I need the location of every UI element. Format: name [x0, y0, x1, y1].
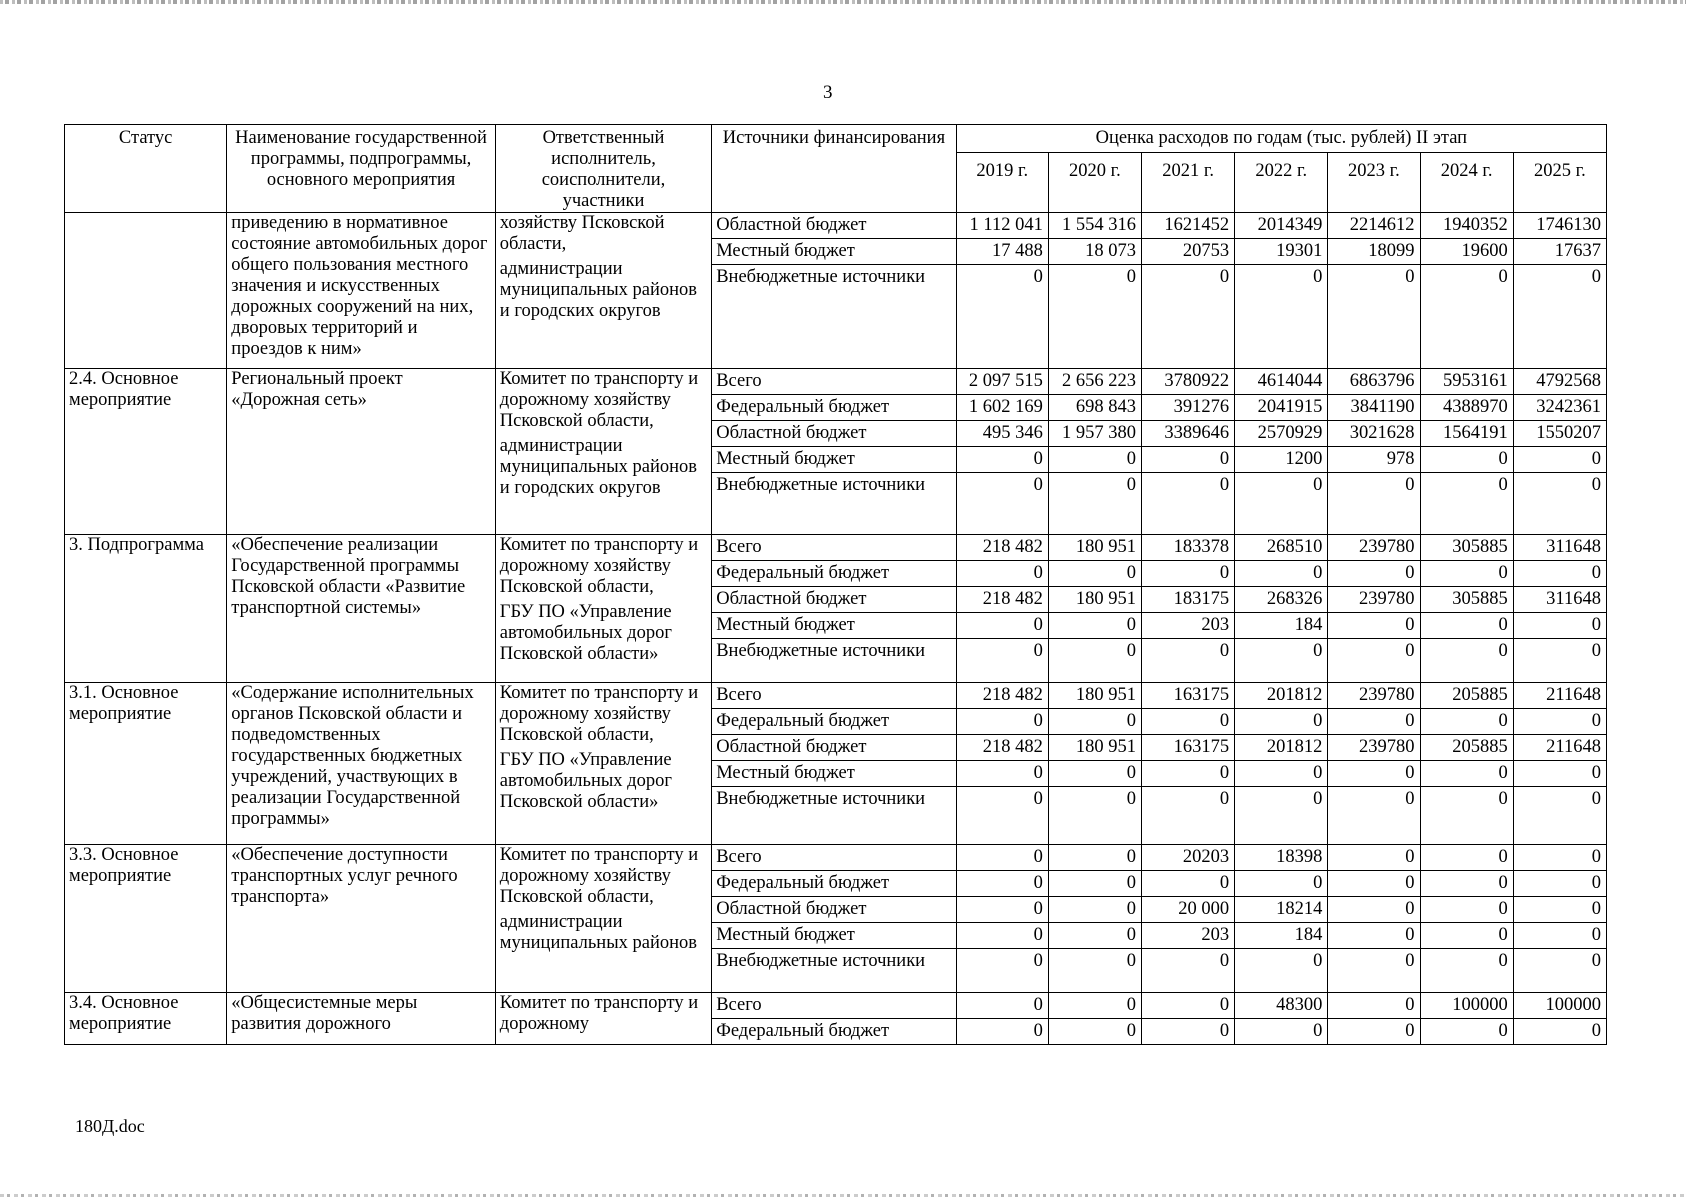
amount-cell: 18398	[1235, 845, 1328, 871]
responsible-cell	[495, 993, 711, 1045]
amount-cell: 17 488	[956, 239, 1048, 265]
amount-cell: 0	[1328, 923, 1420, 949]
amount-cell: 0	[1420, 761, 1513, 787]
amount-cell: 0	[956, 845, 1048, 871]
amount-cell: 18 073	[1048, 239, 1141, 265]
amount-cell: 1 554 316	[1048, 213, 1141, 239]
amount-cell: 211648	[1513, 683, 1606, 709]
amount-cell: 180 951	[1048, 587, 1141, 613]
header-year: 2023 г.	[1328, 153, 1420, 213]
responsible-cell	[495, 535, 711, 683]
amount-cell: 2570929	[1235, 421, 1328, 447]
amount-cell: 203	[1142, 613, 1235, 639]
amount-cell: 19600	[1420, 239, 1513, 265]
funding-source-cell: Местный бюджет	[712, 761, 956, 787]
amount-cell: 0	[1048, 761, 1141, 787]
amount-cell: 0	[1142, 473, 1235, 535]
footer-filename: 180Д.doc	[75, 1116, 145, 1136]
funding-source-cell: Областной бюджет	[712, 897, 956, 923]
amount-cell: 0	[1235, 639, 1328, 683]
funding-source-cell: Областной бюджет	[712, 421, 956, 447]
funding-source-cell: Федеральный бюджет	[712, 1019, 956, 1045]
amount-cell: 4614044	[1235, 369, 1328, 395]
amount-cell: 0	[1328, 639, 1420, 683]
header-name: Наименование государственной программы, подпрограммы, основного мероприятия	[227, 125, 496, 213]
amount-cell: 0	[1235, 787, 1328, 845]
funding-source-cell: Всего	[712, 369, 956, 395]
amount-cell: 0	[1328, 949, 1420, 993]
amount-cell: 495 346	[956, 421, 1048, 447]
header-year: 2019 г.	[956, 153, 1048, 213]
amount-cell: 0	[956, 613, 1048, 639]
amount-cell: 3021628	[1328, 421, 1420, 447]
header-year: 2021 г.	[1142, 153, 1235, 213]
responsible-primary: Комитет по транспорту и дорожному хозяйству Псковской области,	[499, 535, 699, 597]
amount-cell: 305885	[1420, 535, 1513, 561]
amount-cell: 2 097 515	[956, 369, 1048, 395]
amount-cell: 0	[1235, 709, 1328, 735]
amount-cell: 0	[1048, 787, 1141, 845]
amount-cell: 0	[1420, 709, 1513, 735]
amount-cell: 48300	[1235, 993, 1328, 1019]
amount-cell: 0	[956, 787, 1048, 845]
amount-cell: 183175	[1142, 587, 1235, 613]
amount-cell: 0	[1048, 709, 1141, 735]
amount-cell: 0	[1048, 845, 1141, 871]
amount-cell: 4792568	[1513, 369, 1606, 395]
amount-cell: 311648	[1513, 587, 1606, 613]
amount-cell: 0	[1142, 871, 1235, 897]
amount-cell: 20 000	[1142, 897, 1235, 923]
amount-cell: 20753	[1142, 239, 1235, 265]
amount-cell: 0	[1142, 761, 1235, 787]
amount-cell: 0	[1513, 709, 1606, 735]
program-name-cell: «Обеспечение доступности транспортных услуг речного транспорта»	[227, 845, 496, 993]
amount-cell: 2214612	[1328, 213, 1420, 239]
amount-cell: 0	[1235, 871, 1328, 897]
amount-cell: 218 482	[956, 683, 1048, 709]
amount-cell: 201812	[1235, 735, 1328, 761]
table-row	[65, 683, 1607, 709]
amount-cell: 0	[1328, 473, 1420, 535]
amount-cell: 0	[1048, 473, 1141, 535]
amount-cell: 0	[1420, 871, 1513, 897]
amount-cell: 0	[1420, 923, 1513, 949]
amount-cell: 0	[1420, 613, 1513, 639]
funding-source-cell: Федеральный бюджет	[712, 709, 956, 735]
amount-cell: 0	[1513, 447, 1606, 473]
amount-cell: 0	[956, 871, 1048, 897]
amount-cell: 0	[1142, 787, 1235, 845]
amount-cell: 0	[1048, 265, 1141, 369]
table-row	[65, 993, 1607, 1019]
amount-cell: 205885	[1420, 735, 1513, 761]
amount-cell: 0	[1048, 639, 1141, 683]
amount-cell: 0	[1048, 923, 1141, 949]
amount-cell: 0	[1328, 613, 1420, 639]
amount-cell: 2 656 223	[1048, 369, 1141, 395]
program-name-cell: Региональный проект «Дорожная сеть»	[227, 369, 496, 535]
amount-cell: 0	[1420, 639, 1513, 683]
amount-cell: 978	[1328, 447, 1420, 473]
amount-cell: 0	[1513, 613, 1606, 639]
amount-cell: 0	[1513, 639, 1606, 683]
page-number: 3	[823, 82, 833, 103]
amount-cell: 0	[1235, 1019, 1328, 1045]
amount-cell: 239780	[1328, 535, 1420, 561]
amount-cell: 203	[1142, 923, 1235, 949]
amount-cell: 0	[1235, 949, 1328, 993]
amount-cell: 0	[956, 447, 1048, 473]
amount-cell: 0	[1142, 1019, 1235, 1045]
amount-cell: 391276	[1142, 395, 1235, 421]
amount-cell: 239780	[1328, 735, 1420, 761]
funding-source-cell: Всего	[712, 683, 956, 709]
amount-cell: 0	[1142, 447, 1235, 473]
amount-cell: 218 482	[956, 735, 1048, 761]
funding-source-cell: Федеральный бюджет	[712, 871, 956, 897]
funding-source-cell: Всего	[712, 845, 956, 871]
amount-cell: 0	[1513, 845, 1606, 871]
table-row	[65, 535, 1607, 561]
amount-cell: 0	[1420, 845, 1513, 871]
program-name-cell: «Обеспечение реализации Государственной программы Псковской области «Развитие транспортной системы»	[227, 535, 496, 683]
header-estimate: Оценка расходов по годам (тыс. рублей) II этап	[956, 125, 1606, 153]
funding-source-cell: Всего	[712, 993, 956, 1019]
amount-cell: 0	[1328, 993, 1420, 1019]
amount-cell: 0	[1328, 897, 1420, 923]
amount-cell: 0	[1420, 1019, 1513, 1045]
amount-cell: 0	[1513, 1019, 1606, 1045]
amount-cell: 180 951	[1048, 535, 1141, 561]
responsible-primary: Комитет по транспорту и дорожному хозяйству Псковской области,	[499, 683, 699, 745]
amount-cell: 218 482	[956, 535, 1048, 561]
amount-cell: 0	[1328, 787, 1420, 845]
amount-cell: 268510	[1235, 535, 1328, 561]
amount-cell: 201812	[1235, 683, 1328, 709]
amount-cell: 0	[956, 761, 1048, 787]
responsible-cell	[495, 369, 711, 535]
amount-cell: 0	[1142, 993, 1235, 1019]
header-year: 2020 г.	[1048, 153, 1141, 213]
amount-cell: 0	[956, 949, 1048, 993]
header-year: 2025 г.	[1513, 153, 1606, 213]
amount-cell: 1 112 041	[956, 213, 1048, 239]
header-year: 2022 г.	[1235, 153, 1328, 213]
amount-cell: 20203	[1142, 845, 1235, 871]
amount-cell: 0	[1048, 949, 1141, 993]
amount-cell: 0	[1420, 949, 1513, 993]
amount-cell: 0	[1420, 561, 1513, 587]
amount-cell: 0	[1048, 447, 1141, 473]
table-row	[65, 845, 1607, 871]
amount-cell: 0	[956, 897, 1048, 923]
responsible-cell	[495, 845, 711, 993]
funding-source-cell: Внебюджетные источники	[712, 265, 956, 369]
status-cell: 3.4. Основное мероприятие	[65, 993, 227, 1045]
amount-cell: 0	[1420, 897, 1513, 923]
amount-cell: 0	[1513, 897, 1606, 923]
amount-cell: 2041915	[1235, 395, 1328, 421]
amount-cell: 6863796	[1328, 369, 1420, 395]
amount-cell: 1200	[1235, 447, 1328, 473]
amount-cell: 239780	[1328, 587, 1420, 613]
amount-cell: 17637	[1513, 239, 1606, 265]
amount-cell: 0	[1513, 761, 1606, 787]
amount-cell: 0	[1328, 845, 1420, 871]
amount-cell: 1 957 380	[1048, 421, 1141, 447]
amount-cell: 0	[1048, 897, 1141, 923]
amount-cell: 0	[1328, 561, 1420, 587]
responsible-primary: Комитет по транспорту и дорожному	[499, 993, 699, 1034]
program-name-cell: «Содержание исполнительных органов Псковской области и подведомственных государственных бюджетных учреждений, участвующих в реализации Государственной программы»	[227, 683, 496, 845]
amount-cell: 184	[1235, 613, 1328, 639]
amount-cell: 0	[1513, 923, 1606, 949]
status-cell: 3. Подпрограмма	[65, 535, 227, 683]
amount-cell: 18214	[1235, 897, 1328, 923]
amount-cell: 3389646	[1142, 421, 1235, 447]
responsible-cell	[495, 213, 711, 369]
header-responsible: Ответственный исполнитель, соисполнители, участники	[495, 125, 711, 213]
amount-cell: 0	[956, 561, 1048, 587]
status-cell	[65, 213, 227, 369]
amount-cell: 184	[1235, 923, 1328, 949]
program-name-cell: «Общесистемные меры развития дорожного	[227, 993, 496, 1045]
amount-cell: 19301	[1235, 239, 1328, 265]
amount-cell: 18099	[1328, 239, 1420, 265]
amount-cell: 1550207	[1513, 421, 1606, 447]
amount-cell: 0	[1328, 1019, 1420, 1045]
amount-cell: 0	[1142, 949, 1235, 993]
amount-cell: 0	[1513, 265, 1606, 369]
amount-cell: 183378	[1142, 535, 1235, 561]
amount-cell: 0	[1235, 265, 1328, 369]
responsible-participants: ГБУ ПО «Управление автомобильных дорог Псковской области»	[499, 750, 672, 812]
amount-cell: 0	[1328, 265, 1420, 369]
amount-cell: 163175	[1142, 735, 1235, 761]
amount-cell: 1 602 169	[956, 395, 1048, 421]
amount-cell: 0	[1048, 1019, 1141, 1045]
amount-cell: 0	[956, 265, 1048, 369]
funding-source-cell: Федеральный бюджет	[712, 395, 956, 421]
amount-cell: 0	[1328, 709, 1420, 735]
status-cell: 3.3. Основное мероприятие	[65, 845, 227, 993]
status-cell: 2.4. Основное мероприятие	[65, 369, 227, 535]
amount-cell: 311648	[1513, 535, 1606, 561]
amount-cell: 0	[1235, 473, 1328, 535]
amount-cell: 0	[1142, 561, 1235, 587]
amount-cell: 0	[1420, 787, 1513, 845]
amount-cell: 211648	[1513, 735, 1606, 761]
amount-cell: 1940352	[1420, 213, 1513, 239]
funding-source-cell: Внебюджетные источники	[712, 639, 956, 683]
status-cell: 3.1. Основное мероприятие	[65, 683, 227, 845]
funding-source-cell: Всего	[712, 535, 956, 561]
amount-cell: 0	[1513, 561, 1606, 587]
funding-source-cell: Внебюджетные источники	[712, 949, 956, 993]
funding-source-cell: Внебюджетные источники	[712, 787, 956, 845]
amount-cell: 163175	[1142, 683, 1235, 709]
funding-source-cell: Местный бюджет	[712, 447, 956, 473]
amount-cell: 100000	[1513, 993, 1606, 1019]
amount-cell: 1564191	[1420, 421, 1513, 447]
responsible-primary: Комитет по транспорту и дорожному хозяйству Псковской области,	[499, 369, 699, 431]
amount-cell: 0	[956, 473, 1048, 535]
amount-cell: 180 951	[1048, 683, 1141, 709]
amount-cell: 0	[956, 923, 1048, 949]
funding-source-cell: Областной бюджет	[712, 587, 956, 613]
amount-cell: 0	[1235, 561, 1328, 587]
amount-cell: 0	[1048, 993, 1141, 1019]
amount-cell: 0	[1513, 871, 1606, 897]
funding-source-cell: Местный бюджет	[712, 613, 956, 639]
responsible-cell	[495, 683, 711, 845]
header-status: Статус	[65, 125, 227, 213]
header-year: 2024 г.	[1420, 153, 1513, 213]
responsible-participants: администрации муниципальных районов	[499, 912, 698, 953]
amount-cell: 0	[1235, 761, 1328, 787]
amount-cell: 0	[956, 709, 1048, 735]
header-sources: Источники финансирования	[712, 125, 956, 213]
amount-cell: 0	[956, 1019, 1048, 1045]
amount-cell: 218 482	[956, 587, 1048, 613]
amount-cell: 0	[1420, 473, 1513, 535]
amount-cell: 4388970	[1420, 395, 1513, 421]
funding-source-cell: Местный бюджет	[712, 923, 956, 949]
amount-cell: 0	[1420, 447, 1513, 473]
amount-cell: 180 951	[1048, 735, 1141, 761]
amount-cell: 0	[1048, 561, 1141, 587]
amount-cell: 5953161	[1420, 369, 1513, 395]
amount-cell: 268326	[1235, 587, 1328, 613]
amount-cell: 0	[1513, 473, 1606, 535]
amount-cell: 305885	[1420, 587, 1513, 613]
responsible-primary: Комитет по транспорту и дорожному хозяйству Псковской области,	[499, 845, 699, 907]
table-row	[65, 369, 1607, 395]
amount-cell: 0	[1142, 709, 1235, 735]
funding-source-cell: Областной бюджет	[712, 213, 956, 239]
amount-cell: 0	[1420, 265, 1513, 369]
responsible-participants: администрации муниципальных районов и городских округов	[499, 259, 698, 321]
amount-cell: 0	[1048, 613, 1141, 639]
responsible-primary: хозяйству Псковской области,	[499, 213, 665, 254]
amount-cell: 205885	[1420, 683, 1513, 709]
funding-source-cell: Федеральный бюджет	[712, 561, 956, 587]
amount-cell: 0	[956, 639, 1048, 683]
table-row	[65, 213, 1607, 239]
funding-source-cell: Местный бюджет	[712, 239, 956, 265]
amount-cell: 3780922	[1142, 369, 1235, 395]
amount-cell: 1746130	[1513, 213, 1606, 239]
amount-cell: 3242361	[1513, 395, 1606, 421]
expenses-table	[64, 124, 1607, 1045]
scan-edge-top	[0, 0, 1686, 4]
amount-cell: 0	[956, 993, 1048, 1019]
responsible-participants: администрации муниципальных районов и городских округов	[499, 436, 698, 498]
amount-cell: 0	[1048, 871, 1141, 897]
amount-cell: 0	[1328, 871, 1420, 897]
amount-cell: 0	[1513, 949, 1606, 993]
amount-cell: 0	[1142, 265, 1235, 369]
table-body	[65, 213, 1607, 1045]
program-name-cell: приведению в нормативное состояние автомобильных дорог общего пользования местного значения и искусственных дорожных сооружений на них, дворовых территорий и проездов к ним»	[227, 213, 496, 369]
scan-edge-bottom	[0, 1194, 1686, 1197]
amount-cell: 1621452	[1142, 213, 1235, 239]
amount-cell: 698 843	[1048, 395, 1141, 421]
amount-cell: 2014349	[1235, 213, 1328, 239]
amount-cell: 0	[1328, 761, 1420, 787]
funding-source-cell: Внебюджетные источники	[712, 473, 956, 535]
responsible-participants: ГБУ ПО «Управление автомобильных дорог Псковской области»	[499, 602, 672, 664]
funding-source-cell: Областной бюджет	[712, 735, 956, 761]
amount-cell: 0	[1142, 639, 1235, 683]
amount-cell: 0	[1513, 787, 1606, 845]
amount-cell: 239780	[1328, 683, 1420, 709]
amount-cell: 100000	[1420, 993, 1513, 1019]
amount-cell: 3841190	[1328, 395, 1420, 421]
